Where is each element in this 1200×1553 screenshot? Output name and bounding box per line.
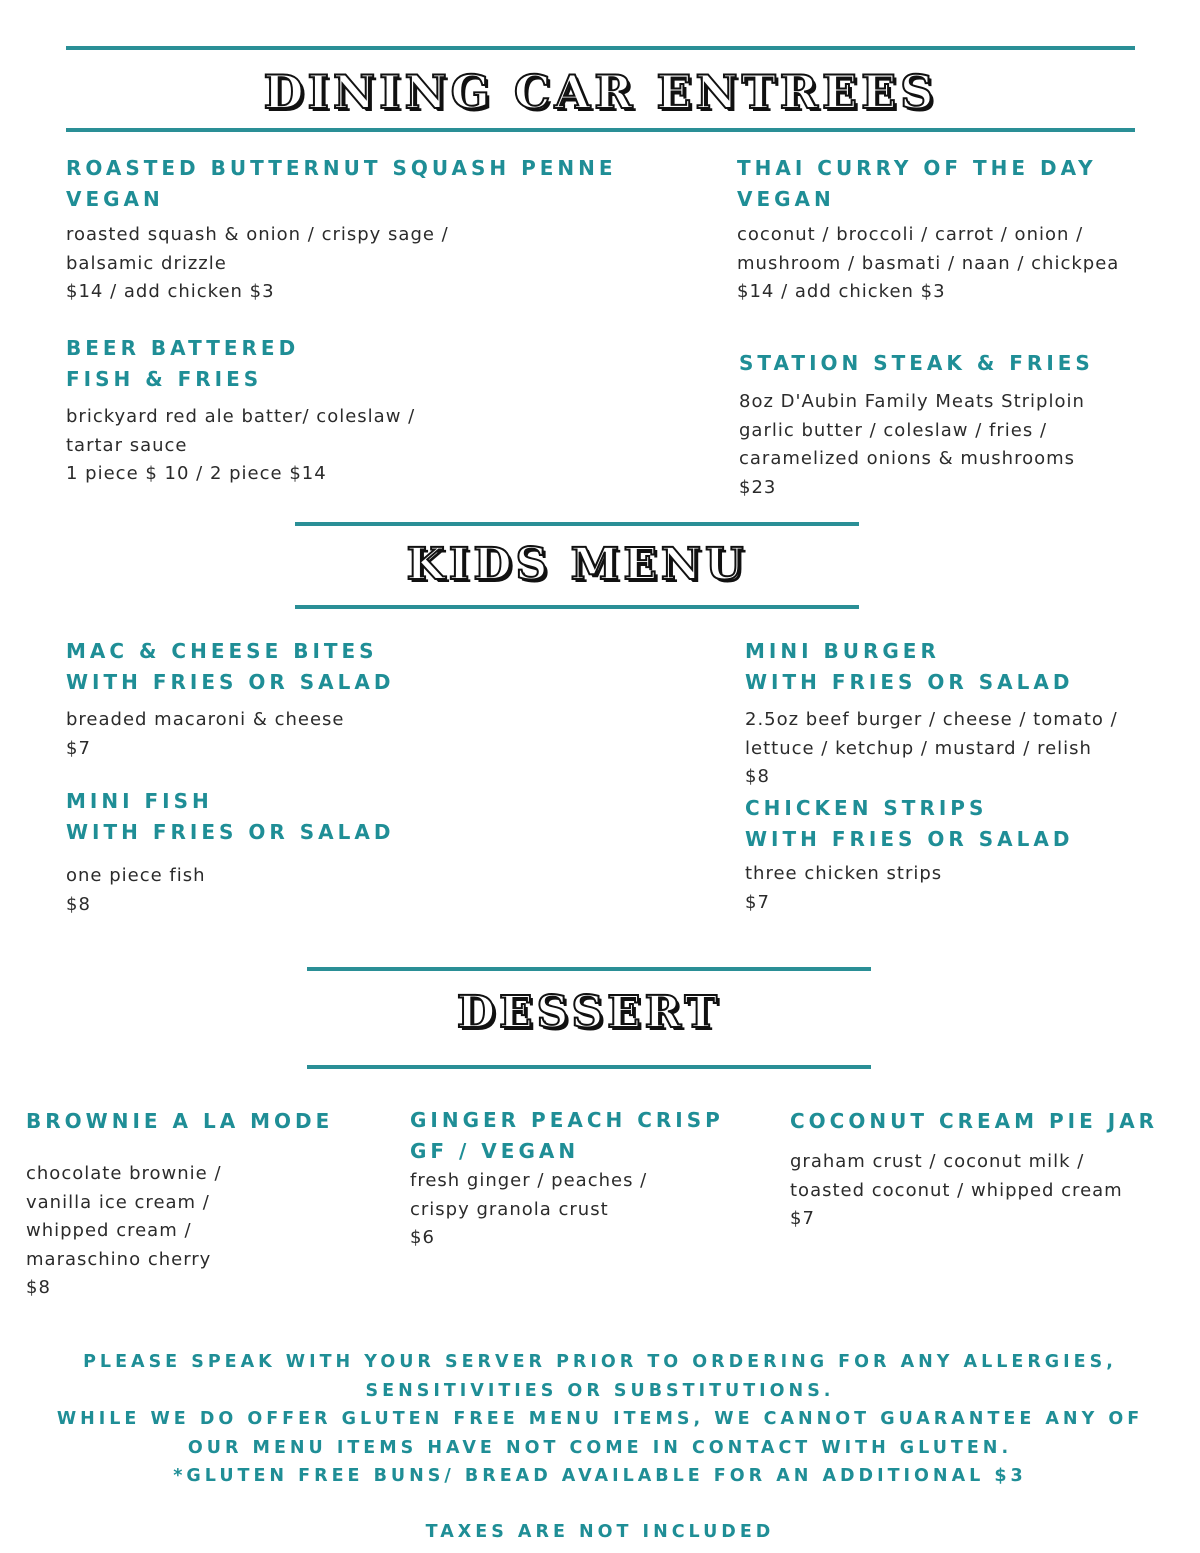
item-desc-line: vanilla ice cream / xyxy=(26,1191,210,1213)
item-desc-line: brickyard red ale batter/ coleslaw / xyxy=(66,406,416,427)
item-price: $23 xyxy=(739,476,777,498)
item-price: $6 xyxy=(410,1227,435,1248)
tax-note: TAXES ARE NOT INCLUDED xyxy=(425,1522,775,1542)
item-name: BROWNIE A LA MODE xyxy=(26,1109,334,1133)
item-desc-line: breaded macaroni & cheese xyxy=(66,709,345,730)
item-name: GINGER PEACH CRISP xyxy=(410,1108,724,1132)
item-desc-line: 2.5oz beef burger / cheese / tomato / xyxy=(745,709,1118,730)
item-desc-line: whipped cream / xyxy=(26,1220,192,1241)
menu-item-butternut-penne xyxy=(66,153,617,307)
item-name: COCONUT CREAM PIE JAR xyxy=(790,1109,1159,1133)
menu-item-brownie xyxy=(26,1106,333,1303)
item-desc-line: graham crust / coconut milk / xyxy=(790,1151,1085,1172)
item-price: $8 xyxy=(66,893,91,915)
menu-item-fish-fries xyxy=(66,333,415,489)
entrees-top-rule xyxy=(66,46,1135,50)
allergy-notes xyxy=(0,1348,1200,1491)
menu-item-chicken-strips xyxy=(745,793,1073,917)
menu-item-thai-curry xyxy=(737,153,1119,307)
dessert-top-rule xyxy=(307,967,871,971)
item-tag: FISH & FRIES xyxy=(66,367,263,391)
item-name: MINI BURGER xyxy=(745,639,940,663)
note-line: SENSITIVITIES OR SUBSTITUTIONS. xyxy=(365,1380,835,1401)
item-desc-line: one piece fish xyxy=(66,865,206,886)
item-tag: VEGAN xyxy=(66,187,164,211)
item-desc-line: coconut / broccoli / carrot / onion / xyxy=(737,224,1084,245)
entrees-section-title: DINING CAR ENTREES xyxy=(263,65,938,119)
item-name: BEER BATTERED xyxy=(66,336,300,360)
item-desc-line: roasted squash & onion / crispy sage / xyxy=(66,224,449,245)
item-price: 1 piece $ 10 / 2 piece $14 xyxy=(66,463,327,484)
menu-item-ginger-peach-crisp xyxy=(410,1105,724,1253)
item-name: MAC & CHEESE BITES xyxy=(66,639,378,663)
item-desc-line: mushroom / basmati / naan / chickpea xyxy=(737,252,1120,274)
item-name: ROASTED BUTTERNUT SQUASH PENNE xyxy=(66,156,617,180)
menu-item-coconut-cream-pie xyxy=(790,1106,1158,1234)
dessert-section-title: DESSERT xyxy=(456,987,722,1038)
item-name: CHICKEN STRIPS xyxy=(745,796,988,820)
item-price: $7 xyxy=(745,891,770,913)
item-tag: WITH FRIES OR SALAD xyxy=(66,670,395,694)
item-price: $14 / add chicken $3 xyxy=(66,281,275,302)
item-price: $8 xyxy=(26,1277,51,1298)
menu-item-mini-burger xyxy=(745,636,1118,792)
item-desc-line: crispy granola crust xyxy=(410,1198,609,1220)
item-desc-line: tartar sauce xyxy=(66,434,188,456)
kids-bottom-rule xyxy=(295,605,859,609)
item-desc-line: 8oz D'Aubin Family Meats Striploin xyxy=(739,391,1085,412)
entrees-bottom-rule xyxy=(66,128,1135,132)
note-line: WHILE WE DO OFFER GLUTEN FREE MENU ITEMS, WE CANNOT GUARANTEE ANY OF xyxy=(56,1409,1144,1429)
item-tag: GF / VEGAN xyxy=(410,1139,580,1163)
item-price: $14 / add chicken $3 xyxy=(737,281,946,302)
item-tag: WITH FRIES OR SALAD xyxy=(745,827,1074,851)
item-desc-line: toasted coconut / whipped cream xyxy=(790,1179,1123,1201)
item-desc-line: fresh ginger / peaches / xyxy=(410,1170,648,1191)
menu-item-mac-cheese xyxy=(66,636,394,763)
menu-item-mini-fish xyxy=(66,786,394,919)
item-name: STATION STEAK & FRIES xyxy=(739,351,1094,375)
note-line: PLEASE SPEAK WITH YOUR SERVER PRIOR TO ORDERING FOR ANY ALLERGIES, xyxy=(83,1352,1117,1372)
item-desc-line: lettuce / ketchup / mustard / relish xyxy=(745,737,1092,759)
note-line: *GLUTEN FREE BUNS/ BREAD AVAILABLE FOR AN ADDITIONAL $3 xyxy=(173,1466,1027,1486)
item-desc-line: garlic butter / coleslaw / fries / xyxy=(739,419,1048,441)
item-price: $8 xyxy=(745,766,770,787)
item-desc-line: chocolate brownie / xyxy=(26,1163,222,1184)
item-tag: WITH FRIES OR SALAD xyxy=(66,820,395,844)
kids-top-rule xyxy=(295,522,859,526)
item-name: MINI FISH xyxy=(66,789,213,813)
item-desc-line: maraschino cherry xyxy=(26,1248,212,1270)
item-name: THAI CURRY OF THE DAY xyxy=(737,156,1097,180)
item-desc-line: caramelized onions & mushrooms xyxy=(739,448,1076,469)
item-desc-line: three chicken strips xyxy=(745,863,943,884)
dessert-bottom-rule xyxy=(307,1065,871,1069)
item-price: $7 xyxy=(790,1208,815,1229)
note-line: OUR MENU ITEMS HAVE NOT COME IN CONTACT WITH GLUTEN. xyxy=(187,1437,1013,1458)
menu-item-steak-fries xyxy=(739,348,1094,502)
item-price: $7 xyxy=(66,737,91,759)
item-tag: WITH FRIES OR SALAD xyxy=(745,670,1074,694)
item-tag: VEGAN xyxy=(737,187,835,211)
item-desc-line: balsamic drizzle xyxy=(66,252,227,274)
kids-section-title: KIDS MENU xyxy=(406,539,748,590)
